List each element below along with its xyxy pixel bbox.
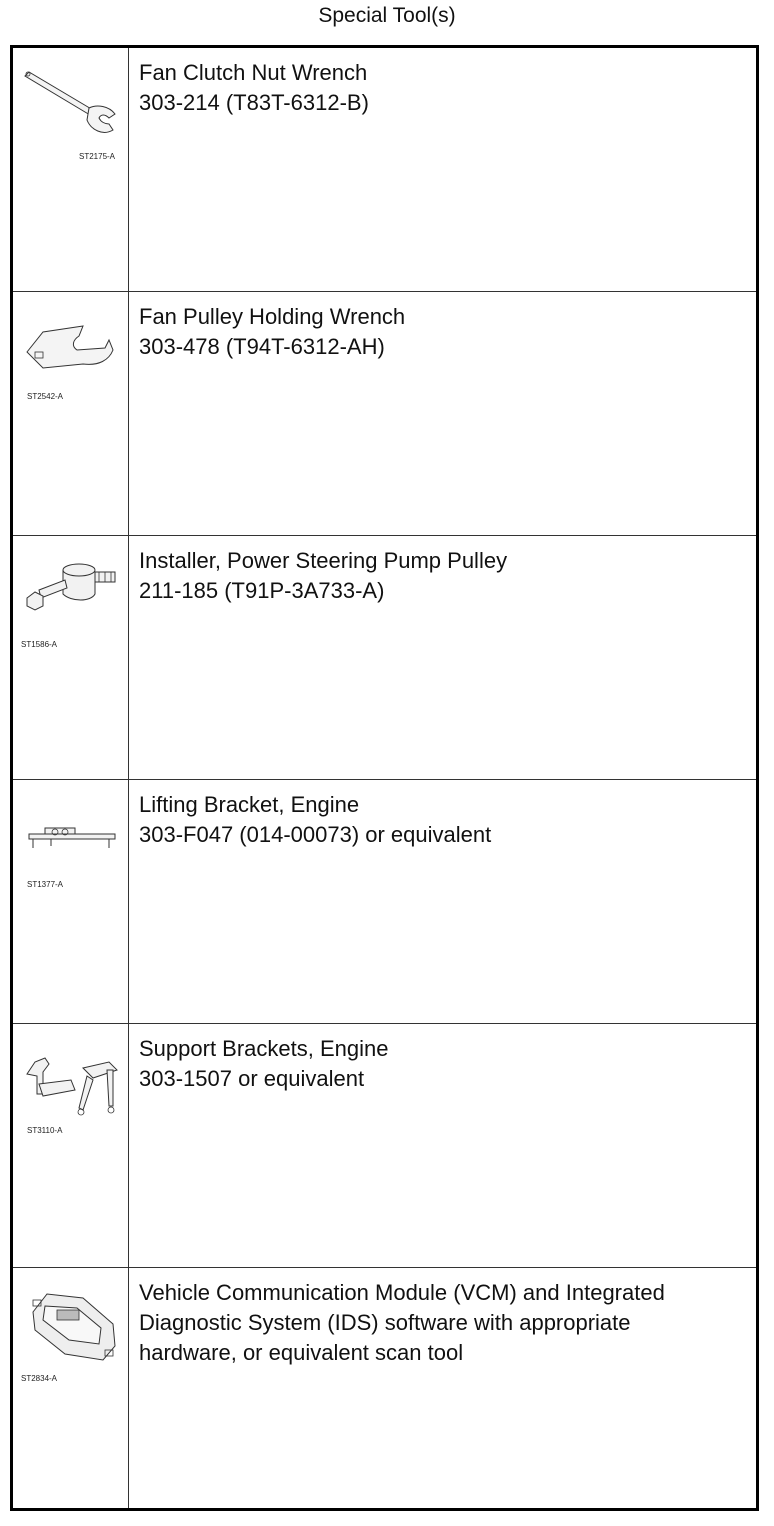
tool-part-number: 303-214 (T83T-6312-B)	[139, 90, 369, 115]
pulley-installer-icon	[13, 536, 129, 676]
support-brackets-icon	[13, 1024, 129, 1164]
special-tools-table	[10, 45, 759, 1511]
tool-row	[13, 48, 756, 292]
tool-description	[139, 1034, 749, 1094]
tool-image-cell	[13, 780, 129, 1023]
tool-part-number: 303-F047 (014-00073) or equivalent	[139, 822, 492, 847]
tool-image-code: ST1586-A	[21, 640, 58, 649]
tool-name-line-2: Diagnostic System (IDS) software with appropriate	[139, 1310, 631, 1335]
tool-image-code: ST2834-A	[21, 1374, 58, 1383]
tool-part-number: 211-185 (T91P-3A733-A)	[139, 578, 385, 603]
tool-row	[13, 1268, 756, 1508]
tool-description	[139, 546, 749, 606]
tool-name: Installer, Power Steering Pump Pulley	[139, 548, 508, 573]
tool-name: Vehicle Communication Module (VCM) and Integrated	[139, 1280, 665, 1305]
lifting-bracket-icon	[13, 780, 129, 920]
tool-name: Lifting Bracket, Engine	[139, 792, 360, 817]
tool-description	[139, 58, 749, 118]
tool-image-cell	[13, 292, 129, 535]
tool-name: Fan Pulley Holding Wrench	[139, 304, 406, 329]
tool-image-cell	[13, 48, 129, 291]
tool-row	[13, 292, 756, 536]
tool-name-line-3: hardware, or equivalent scan tool	[139, 1340, 464, 1365]
tool-image-cell	[13, 1024, 129, 1267]
tool-row	[13, 536, 756, 780]
page-title: Special Tool(s)	[318, 4, 456, 27]
tool-image-cell	[13, 536, 129, 779]
vcm-module-icon	[13, 1268, 129, 1408]
tool-row	[13, 1024, 756, 1268]
wrench-icon	[13, 48, 129, 188]
tool-image-code: ST2175-A	[79, 152, 116, 161]
tool-part-number: 303-478 (T94T-6312-AH)	[139, 334, 385, 359]
tool-description	[139, 790, 749, 850]
tool-image-code: ST2542-A	[27, 392, 64, 401]
tool-part-number: 303-1507 or equivalent	[139, 1066, 365, 1091]
tool-name: Support Brackets, Engine	[139, 1036, 389, 1061]
tool-image-cell	[13, 1268, 129, 1508]
tool-image-code: ST3110-A	[27, 1126, 63, 1135]
tool-description	[139, 1278, 749, 1368]
tool-row	[13, 780, 756, 1024]
tool-image-code: ST1377-A	[27, 880, 64, 889]
pulley-wrench-icon	[13, 292, 129, 432]
tool-name: Fan Clutch Nut Wrench	[139, 60, 368, 85]
tool-description	[139, 302, 749, 362]
